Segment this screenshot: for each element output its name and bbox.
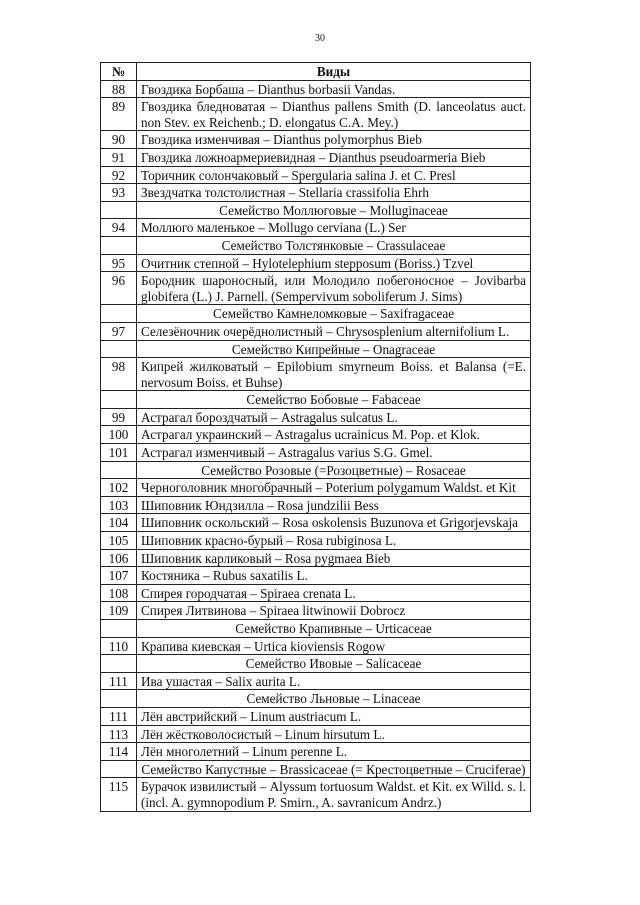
- row-number: [101, 340, 137, 358]
- family-name: Семейство Крапивные – Urticaceae: [137, 620, 531, 638]
- row-number: 104: [101, 514, 137, 532]
- table-header-row: [101, 63, 531, 81]
- row-number: 101: [101, 444, 137, 462]
- row-number: 111: [101, 672, 137, 690]
- species-name: Спирея Литвинова – Spiraea litwinowii Dobrocz: [137, 602, 531, 620]
- species-name: Лён австрийский – Linum austriacum L.: [137, 707, 531, 725]
- row-number: 99: [101, 408, 137, 426]
- species-name: Торичник солончаковый – Spergularia salina J. et C. Presl: [137, 166, 531, 184]
- species-row: [101, 672, 531, 690]
- family-name: Семейство Ивовые – Salicaceae: [137, 655, 531, 673]
- row-number: 93: [101, 184, 137, 202]
- family-row: [101, 236, 531, 254]
- header-species: Виды: [137, 63, 531, 81]
- family-row: [101, 305, 531, 323]
- species-row: [101, 778, 531, 811]
- species-row: [101, 131, 531, 149]
- family-name: Семейство Льновые – Linaceae: [137, 690, 531, 708]
- species-name: Кипрей жилковатый – Epilobium smyrneum Boiss. et Balansa (=E. nervosum Boiss. et Buhse): [137, 358, 531, 391]
- row-number: [101, 655, 137, 673]
- row-number: [101, 391, 137, 409]
- species-name: Звездчатка толстолистная – Stellaria crassifolia Ehrh: [137, 184, 531, 202]
- row-number: 113: [101, 725, 137, 743]
- family-name: Семейство Камнеломковые – Saxifragaceae: [137, 305, 531, 323]
- row-number: 88: [101, 80, 137, 98]
- family-row: [101, 620, 531, 638]
- row-number: 94: [101, 219, 137, 237]
- row-number: [101, 201, 137, 219]
- row-number: 111: [101, 707, 137, 725]
- species-name: Лён жёстковолосистый – Linum hirsutum L.: [137, 725, 531, 743]
- family-row: [101, 391, 531, 409]
- family-name: Семейство Толстянковые – Crassulaceae: [137, 236, 531, 254]
- species-row: [101, 272, 531, 305]
- species-row: [101, 219, 531, 237]
- species-row: [101, 358, 531, 391]
- species-name: Бурачок извилистый – Alyssum tortuosum Waldst. et Kit. ex Willd. s. l. (incl. A. gymnopodium P. Smirn., A. savranicum Andrz.): [137, 778, 531, 811]
- species-name: Шиповник Юндзилла – Rosa jundzilii Bess: [137, 496, 531, 514]
- family-name: Семейство Кипрейные – Onagraceae: [137, 340, 531, 358]
- row-number: [101, 760, 137, 778]
- table-body: [101, 80, 531, 811]
- row-number: [101, 305, 137, 323]
- row-number: 107: [101, 567, 137, 585]
- species-name: Шиповник оскольский – Rosa oskolensis Buzunova et Grigorjevskaja: [137, 514, 531, 532]
- species-name: Гвоздика Борбаша – Dianthus borbasii Vandas.: [137, 80, 531, 98]
- family-name: Семейство Моллюговые – Molluginaceae: [137, 201, 531, 219]
- family-name: Семейство Бобовые – Fabaceae: [137, 391, 531, 409]
- species-row: [101, 567, 531, 585]
- species-name: Черноголовник многобрачный – Poterium polygamum Waldst. et Kit: [137, 479, 531, 497]
- species-name: Лён многолетний – Linum perenne L.: [137, 743, 531, 761]
- row-number: [101, 236, 137, 254]
- species-name: Астрагал украинский – Astragalus ucrainicus M. Pop. et Klok.: [137, 426, 531, 444]
- species-row: [101, 637, 531, 655]
- row-number: 98: [101, 358, 137, 391]
- species-name: Бородник шароносный, или Молодило побегоносное – Jovibarba globifera (L.) J. Parnell. (Sempervivum soboliferum J. Sims): [137, 272, 531, 305]
- family-row: [101, 760, 531, 778]
- row-number: 109: [101, 602, 137, 620]
- row-number: 108: [101, 584, 137, 602]
- family-row: [101, 201, 531, 219]
- species-name: Моллюго маленькое – Mollugo cerviana (L.) Ser: [137, 219, 531, 237]
- row-number: [101, 620, 137, 638]
- species-name: Костяника – Rubus saxatilis L.: [137, 567, 531, 585]
- species-name: Ива ушастая – Salix aurita L.: [137, 672, 531, 690]
- species-name: Шиповник красно-бурый – Rosa rubiginosa L.: [137, 532, 531, 550]
- row-number: 100: [101, 426, 137, 444]
- species-row: [101, 549, 531, 567]
- family-row: [101, 461, 531, 479]
- species-row: [101, 743, 531, 761]
- row-number: [101, 690, 137, 708]
- header-number: №: [101, 63, 137, 81]
- family-name: Семейство Капустные – Brassicaceae (= Крестоцветные – Cruciferae): [137, 760, 531, 778]
- row-number: 102: [101, 479, 137, 497]
- species-row: [101, 514, 531, 532]
- species-name: Селезёночник очерёднолистный – Chrysosplenium alternifolium L.: [137, 322, 531, 340]
- species-row: [101, 98, 531, 131]
- row-number: 91: [101, 148, 137, 166]
- row-number: 110: [101, 637, 137, 655]
- row-number: 105: [101, 532, 137, 550]
- species-row: [101, 444, 531, 462]
- species-row: [101, 184, 531, 202]
- species-name: Гвоздика ложноармериевидная – Dianthus pseudoarmeria Bieb: [137, 148, 531, 166]
- row-number: 106: [101, 549, 137, 567]
- family-row: [101, 655, 531, 673]
- row-number: 97: [101, 322, 137, 340]
- species-row: [101, 166, 531, 184]
- species-table: [100, 62, 531, 812]
- species-row: [101, 479, 531, 497]
- species-row: [101, 496, 531, 514]
- row-number: [101, 461, 137, 479]
- species-name: Шиповник карликовый – Rosa pygmaea Bieb: [137, 549, 531, 567]
- species-row: [101, 602, 531, 620]
- row-number: 115: [101, 778, 137, 811]
- row-number: 103: [101, 496, 137, 514]
- species-row: [101, 707, 531, 725]
- species-name: Гвоздика бледноватая – Dianthus pallens Smith (D. lanceolatus auct. non Stev. ex Reichenb.; D. elongatus C.A. Mey.): [137, 98, 531, 131]
- species-row: [101, 254, 531, 272]
- species-row: [101, 584, 531, 602]
- row-number: 96: [101, 272, 137, 305]
- species-name: Астрагал изменчивый – Astragalus varius S.G. Gmel.: [137, 444, 531, 462]
- row-number: 114: [101, 743, 137, 761]
- species-row: [101, 725, 531, 743]
- family-name: Семейство Розовые (=Розоцветные) – Rosaceae: [137, 461, 531, 479]
- species-name: Астрагал бороздчатый – Astragalus sulcatus L.: [137, 408, 531, 426]
- family-row: [101, 340, 531, 358]
- species-name: Крапива киевская – Urtica kioviensis Rogow: [137, 637, 531, 655]
- species-row: [101, 322, 531, 340]
- species-name: Гвоздика изменчивая – Dianthus polymorphus Bieb: [137, 131, 531, 149]
- species-row: [101, 408, 531, 426]
- species-row: [101, 426, 531, 444]
- species-name: Спирея городчатая – Spiraea crenata L.: [137, 584, 531, 602]
- species-name: Очитник степной – Hylotelephium stepposum (Boriss.) Tzvel: [137, 254, 531, 272]
- row-number: 90: [101, 131, 137, 149]
- species-row: [101, 80, 531, 98]
- row-number: 92: [101, 166, 137, 184]
- row-number: 95: [101, 254, 137, 272]
- species-row: [101, 532, 531, 550]
- page-number: 30: [315, 33, 325, 44]
- family-row: [101, 690, 531, 708]
- species-row: [101, 148, 531, 166]
- row-number: 89: [101, 98, 137, 131]
